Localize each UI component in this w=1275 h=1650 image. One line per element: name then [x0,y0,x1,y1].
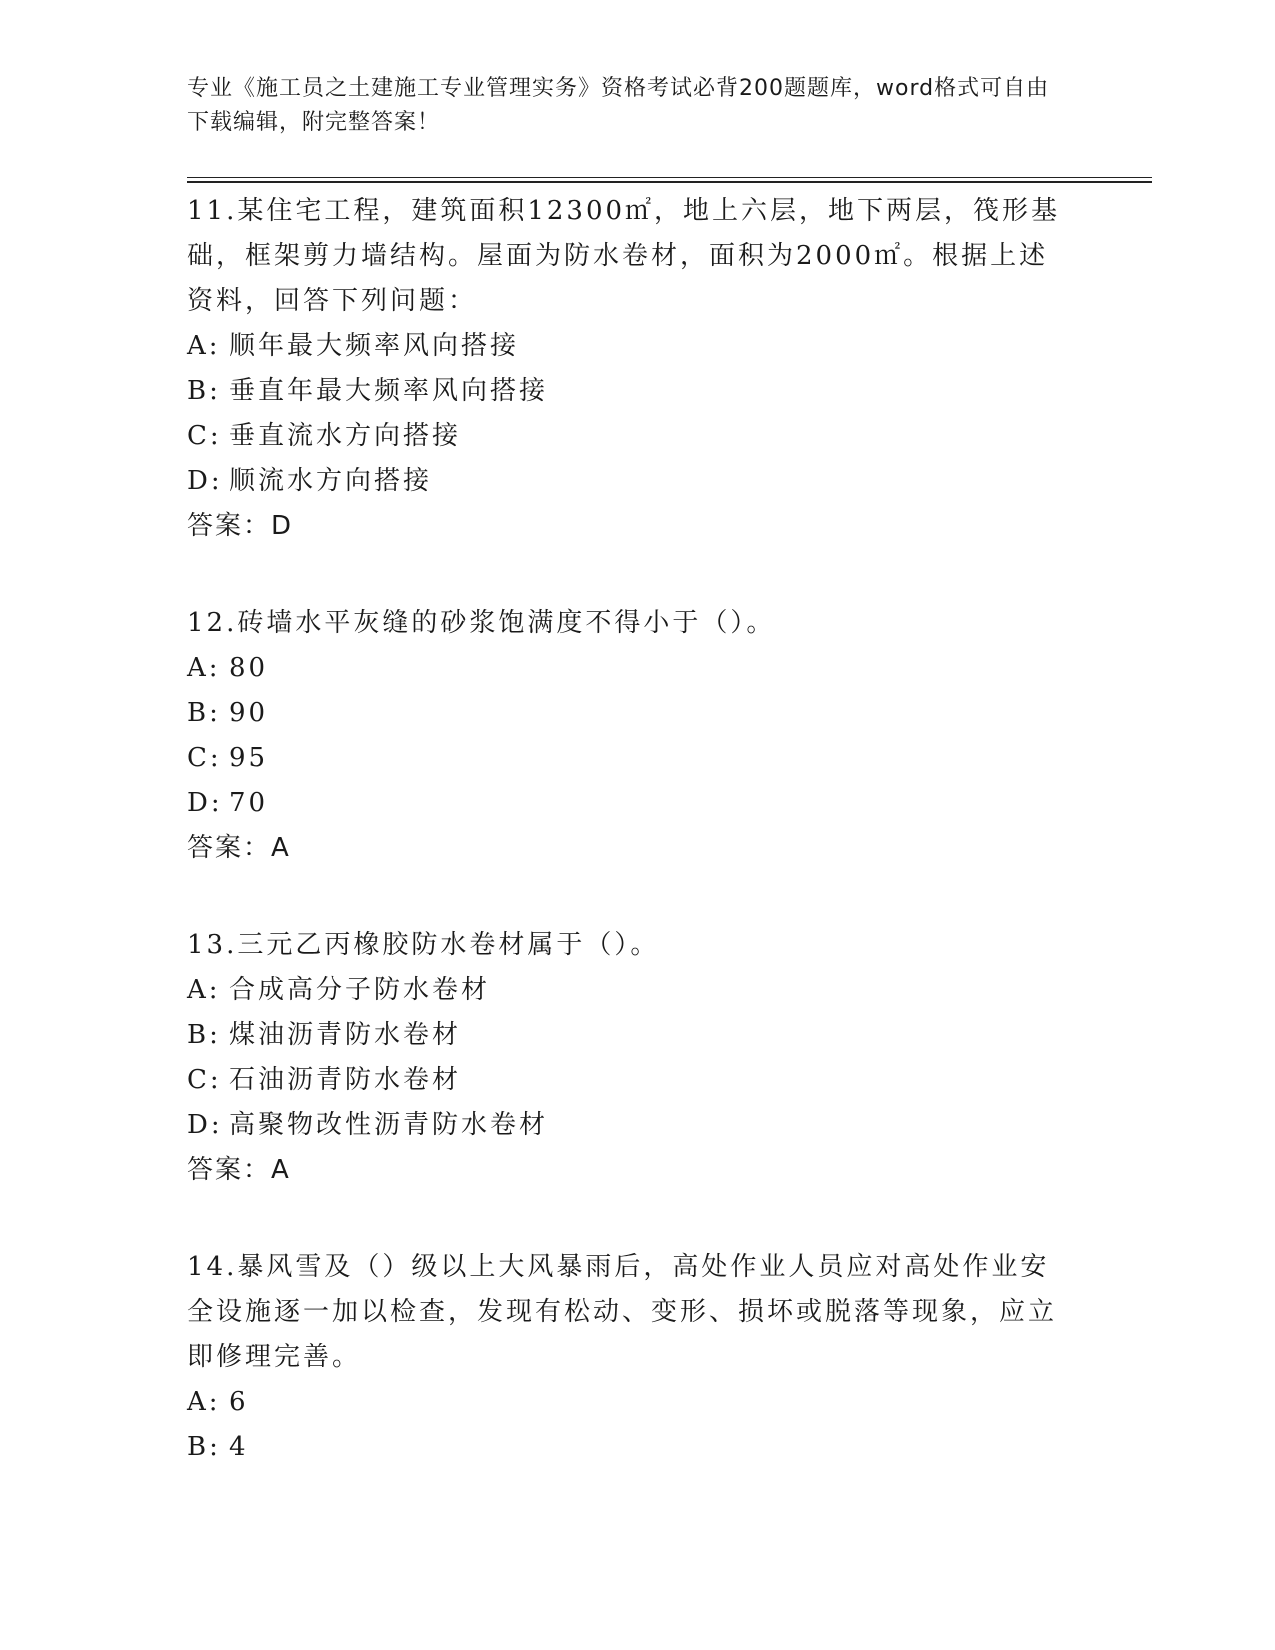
option-d [187,1103,1067,1148]
option-b [187,1425,1067,1470]
option-text: 高聚物改性沥青防水卷材 [229,1110,549,1140]
answer-line: 答案：A [187,833,291,863]
option-c [187,736,1067,781]
question-text: 14.暴风雪及（）级以上大风暴雨后，高处作业人员应对高处作业安全设施逐一加以检查，发现有松动、变形、损坏或脱落等现象，应立即修理完善。 [187,1252,1058,1372]
option-text: 垂直年最大频率风向搭接 [229,376,549,406]
question-text: 12.砖墙水平灰缝的砂浆饱满度不得小于（）。 [187,608,776,638]
answer-line: 答案：D [187,511,294,541]
option-b [187,1013,1067,1058]
option-text: 合成高分子防水卷材 [229,975,491,1005]
option-text: 顺流水方向搭接 [229,466,433,496]
option-key: A: [187,975,221,1005]
option-a [187,968,1067,1013]
document-header [187,72,1067,140]
option-key: A: [187,1387,221,1417]
header-title: 专业《施工员之土建施工专业管理实务》资格考试必背200题题库，word格式可自由下载编辑，附完整答案！ [187,76,1050,135]
option-c [187,1058,1067,1103]
option-a [187,1380,1067,1425]
option-key: D: [187,1110,223,1140]
question-14 [187,1245,1067,1470]
question-12 [187,601,1067,871]
option-text: 煤油沥青防水卷材 [229,1020,462,1050]
option-a [187,324,1067,369]
option-b [187,691,1067,736]
question-list [187,189,1067,1522]
option-text: 垂直流水方向搭接 [229,421,462,451]
option-key: C: [187,1065,222,1095]
question-text: 11.某住宅工程，建筑面积12300㎡，地上六层，地下两层，筏形基础，框架剪力墙结构。屋面为防水卷材，面积为2000㎡。根据上述资料，回答下列问题： [187,196,1061,316]
option-key: C: [187,421,222,451]
option-d [187,781,1067,826]
answer-line: 答案：A [187,1155,291,1185]
option-key: B: [187,698,221,728]
question-text: 13.三元乙丙橡胶防水卷材属于（）。 [187,930,660,960]
header-divider-thin [187,177,1152,178]
option-a [187,646,1067,691]
option-key: B: [187,376,221,406]
option-d [187,459,1067,504]
option-text: 95 [229,743,269,773]
question-11 [187,189,1067,549]
option-text: 石油沥青防水卷材 [229,1065,462,1095]
option-text: 70 [229,788,269,818]
question-13 [187,923,1067,1193]
option-key: C: [187,743,222,773]
option-text: 90 [229,698,269,728]
option-key: A: [187,653,221,683]
option-text: 80 [229,653,269,683]
option-key: B: [187,1020,221,1050]
option-key: A: [187,331,221,361]
option-key: D: [187,788,223,818]
option-text: 4 [229,1432,249,1462]
option-text: 6 [229,1387,249,1417]
option-c [187,414,1067,459]
option-key: D: [187,466,223,496]
option-text: 顺年最大频率风向搭接 [229,331,520,361]
option-key: B: [187,1432,221,1462]
header-divider-thick [187,181,1152,183]
option-b [187,369,1067,414]
